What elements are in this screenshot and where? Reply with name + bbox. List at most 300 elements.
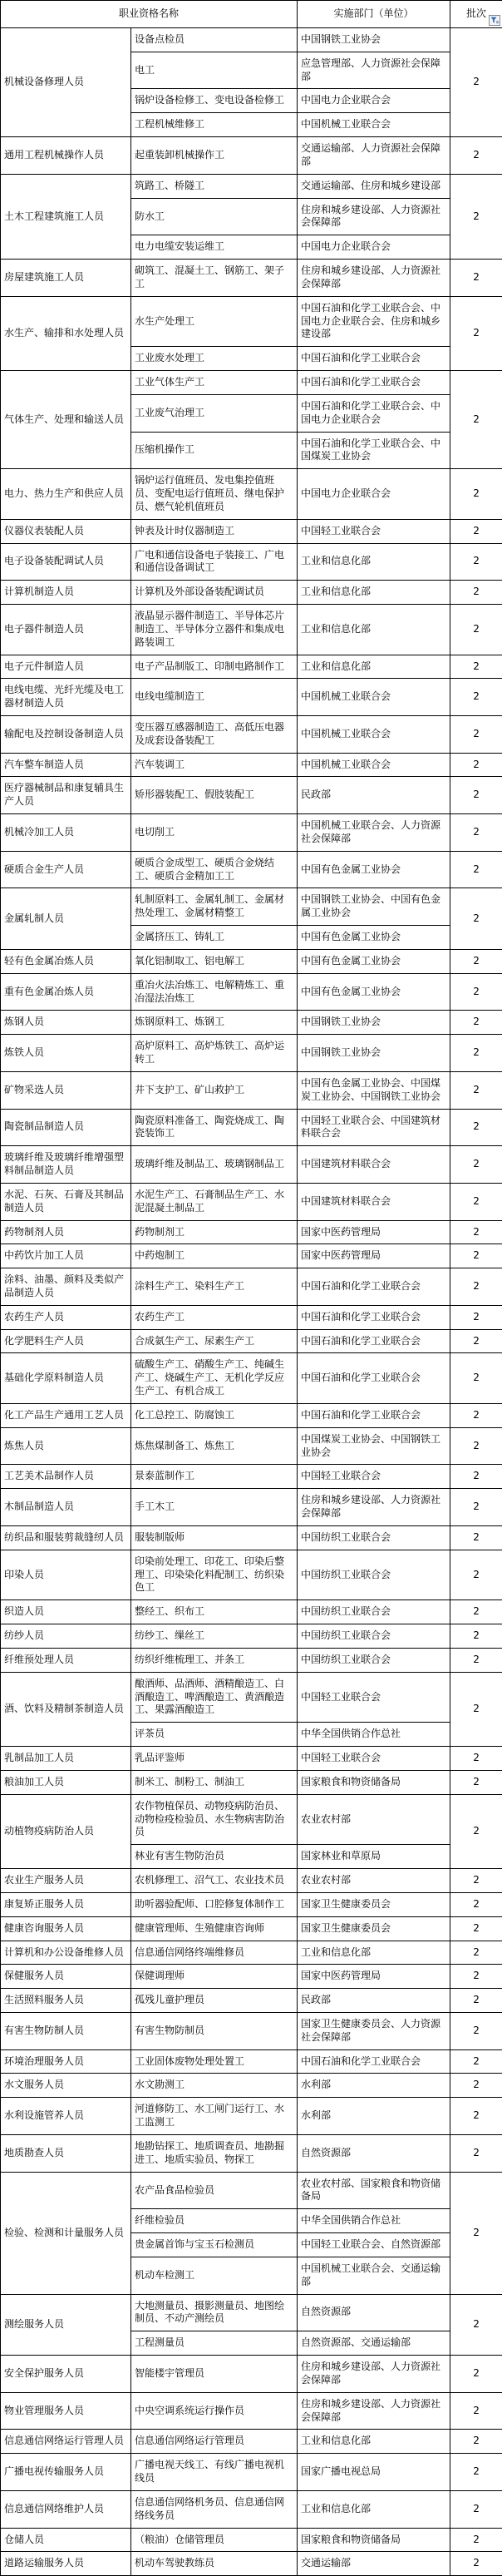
table-row bbox=[1, 2049, 502, 2074]
category-cell: 矿物采选人员 bbox=[1, 1071, 131, 1109]
batch-cell: 2 bbox=[450, 1600, 502, 1624]
department-cell: 国家中医药管理局 bbox=[298, 1244, 450, 1268]
department-cell: 中国有色金属工业协会 bbox=[298, 851, 450, 888]
qualification-cell: 贵金属首饰与宝玉石检测员 bbox=[131, 2233, 298, 2257]
table-row bbox=[1, 1353, 502, 1403]
table-row bbox=[1, 1892, 502, 1916]
table-row bbox=[1, 28, 502, 52]
qualification-cell: 工业气体生产工 bbox=[131, 371, 298, 395]
qualification-cell: 农产品食品检验员 bbox=[131, 2172, 298, 2209]
department-cell: 中国石油和化学工业联合会 bbox=[298, 371, 450, 395]
category-cell: 有害生物防制人员 bbox=[1, 2012, 131, 2049]
batch-cell: 2 bbox=[450, 371, 502, 469]
department-cell: 中国钢铁工业协会 bbox=[298, 1035, 450, 1072]
qualification-cell: 化工总控工、防腐蚀工 bbox=[131, 1403, 298, 1427]
department-cell: 中国轻工业联合会、自然资源部 bbox=[298, 2233, 450, 2257]
category-cell: 玻璃纤维及玻璃纤维增强塑料制品制造人员 bbox=[1, 1146, 131, 1184]
category-cell: 乳制品加工人员 bbox=[1, 1747, 131, 1771]
category-cell: 电子元件制造人员 bbox=[1, 655, 131, 679]
category-cell: 炼焦人员 bbox=[1, 1427, 131, 1465]
department-cell: 中国机械工业联合会、人力资源社会保障部 bbox=[298, 814, 450, 852]
category-cell: 化工产品生产通用工艺人员 bbox=[1, 1403, 131, 1427]
batch-cell: 2 bbox=[450, 679, 502, 716]
category-cell: 金属轧制人员 bbox=[1, 888, 131, 949]
batch-cell: 2 bbox=[450, 1427, 502, 1465]
batch-cell: 2 bbox=[450, 1305, 502, 1329]
qualification-cell: 轧制原料工、金属轧制工、金属材热处理工、金属材精整工 bbox=[131, 888, 298, 926]
header-department-label: 实施部门（单位） bbox=[334, 7, 414, 19]
department-cell: 国家卫生健康委员会 bbox=[298, 1916, 450, 1941]
category-cell: 电子设备装配调试人员 bbox=[1, 543, 131, 581]
qualification-cell: 钟表及计时仪器制造工 bbox=[131, 519, 298, 543]
category-cell: 农药生产人员 bbox=[1, 1305, 131, 1329]
batch-cell: 2 bbox=[450, 469, 502, 519]
category-cell: 计算机制造人员 bbox=[1, 581, 131, 605]
qualification-cell: 中央空调系统运行操作员 bbox=[131, 2392, 298, 2430]
qualification-cell: 硫酸生产工、硝酸生产工、纯碱生产工、烧碱生产工、无机化学反应生产工、有机合成工 bbox=[131, 1353, 298, 1403]
category-cell: 环境治理服务人员 bbox=[1, 2049, 131, 2074]
department-cell: 工业和信息化部 bbox=[298, 655, 450, 679]
qualification-cell: 矫形器装配工、假肢装配工 bbox=[131, 777, 298, 814]
qualification-cell: 起重装卸机械操作工 bbox=[131, 137, 298, 175]
category-cell: 水利设施管养人员 bbox=[1, 2098, 131, 2135]
table-row bbox=[1, 1672, 502, 1722]
table-row bbox=[1, 1648, 502, 1672]
qualification-cell: 纺织纤维梳理工、并条工 bbox=[131, 1648, 298, 1672]
batch-cell: 2 bbox=[450, 715, 502, 753]
batch-cell: 2 bbox=[450, 2430, 502, 2454]
qualification-cell: 乳品评鉴师 bbox=[131, 1747, 298, 1771]
batch-cell: 2 bbox=[450, 1869, 502, 1893]
qualification-cell: 印染前处理工、印花工、印染后整理工、印染染化料配制工、纺织染色工 bbox=[131, 1550, 298, 1599]
qualification-cell: 炼焦煤制备工、炼焦工 bbox=[131, 1427, 298, 1465]
qualification-cell: 水泥生产工、石膏制品生产工、水泥混凝土制品工 bbox=[131, 1183, 298, 1220]
department-cell: 民政部 bbox=[298, 1989, 450, 2013]
batch-cell: 2 bbox=[450, 2172, 502, 2294]
filter-funnel-icon[interactable] bbox=[489, 15, 500, 26]
batch-cell: 2 bbox=[450, 1146, 502, 1184]
department-cell: 中国机械工业联合会 bbox=[298, 679, 450, 716]
qualification-cell: 工业废水处理工 bbox=[131, 347, 298, 371]
batch-cell: 2 bbox=[450, 1648, 502, 1672]
category-cell: 信息通信网络维护人员 bbox=[1, 2490, 131, 2528]
batch-cell: 2 bbox=[450, 851, 502, 888]
department-cell: 中国钢铁工业协会 bbox=[298, 1011, 450, 1035]
category-cell: 房屋建筑施工人员 bbox=[1, 260, 131, 297]
category-cell: 电子器件制造人员 bbox=[1, 605, 131, 655]
batch-cell: 2 bbox=[450, 1071, 502, 1109]
department-cell: 中国纺织工业联合会 bbox=[298, 1525, 450, 1550]
department-cell: 中国钢铁工业协会、中国有色金属工业协会 bbox=[298, 888, 450, 926]
batch-cell: 2 bbox=[450, 888, 502, 949]
batch-cell: 2 bbox=[450, 777, 502, 814]
table-row bbox=[1, 1329, 502, 1353]
batch-cell: 2 bbox=[450, 1989, 502, 2013]
department-cell: 中国石油和化学工业联合会 bbox=[298, 1268, 450, 1306]
qualification-cell: 助听器验配师、口腔修复体制作工 bbox=[131, 1892, 298, 1916]
table-row bbox=[1, 1220, 502, 1244]
department-cell: 交通运输部、人力资源社会保障部 bbox=[298, 137, 450, 175]
qualification-cell: 评茶员 bbox=[131, 1723, 298, 1747]
table-row bbox=[1, 715, 502, 753]
qualification-cell: 工业废气治理工 bbox=[131, 394, 298, 432]
qualification-cell: 水生产处理工 bbox=[131, 296, 298, 346]
qualification-cell: 井下支护工、矿山救护工 bbox=[131, 1071, 298, 1109]
department-cell: 中国纺织工业联合会 bbox=[298, 1550, 450, 1599]
batch-cell: 2 bbox=[450, 2134, 502, 2172]
table-row bbox=[1, 1941, 502, 1965]
batch-cell: 2 bbox=[450, 1941, 502, 1965]
department-cell: 中国有色金属工业协会 bbox=[298, 926, 450, 950]
category-cell: 重有色金属冶炼人员 bbox=[1, 973, 131, 1011]
qualification-cell: 大地测量员、摄影测量员、地图绘制员、不动产测绘员 bbox=[131, 2294, 298, 2331]
department-cell: 国家中医药管理局 bbox=[298, 1220, 450, 1244]
category-cell: 涂料、油墨、颜料及类似产品制造人员 bbox=[1, 1268, 131, 1306]
qualification-cell: 健康管理师、生殖健康咨询师 bbox=[131, 1916, 298, 1941]
table-row bbox=[1, 1794, 502, 1844]
batch-cell: 2 bbox=[450, 2098, 502, 2135]
category-cell: 织造人员 bbox=[1, 1600, 131, 1624]
batch-cell: 2 bbox=[450, 1892, 502, 1916]
qualification-cell: 智能楼宇管理员 bbox=[131, 2356, 298, 2393]
table-row bbox=[1, 1403, 502, 1427]
batch-cell: 2 bbox=[450, 1011, 502, 1035]
batch-cell: 2 bbox=[450, 1035, 502, 1072]
qualification-cell: 电线电缆制造工 bbox=[131, 679, 298, 716]
category-cell: 信息通信网络运行管理人员 bbox=[1, 2430, 131, 2454]
batch-cell: 2 bbox=[450, 2074, 502, 2098]
batch-cell: 2 bbox=[450, 2490, 502, 2528]
table-row bbox=[1, 2074, 502, 2098]
category-cell: 水泥、石灰、石膏及其制品制造人员 bbox=[1, 1183, 131, 1220]
department-cell: 住房和城乡建设部、人力资源社会保障部 bbox=[298, 198, 450, 235]
category-cell: 轻有色金属冶炼人员 bbox=[1, 949, 131, 973]
qualification-cell: 电工 bbox=[131, 52, 298, 89]
department-cell: 中国电力企业联合会 bbox=[298, 89, 450, 113]
table-row bbox=[1, 679, 502, 716]
qualification-cell: 工程测量员 bbox=[131, 2331, 298, 2356]
qualification-cell: 硬质合金成型工、硬质合金烧结工、硬质合金精加工工 bbox=[131, 851, 298, 888]
table-body bbox=[1, 28, 502, 2576]
category-cell: 测绘服务人员 bbox=[1, 2294, 131, 2355]
department-cell: 中国建筑材料联合会 bbox=[298, 1183, 450, 1220]
batch-cell: 2 bbox=[450, 973, 502, 1011]
table-row bbox=[1, 1965, 502, 1989]
table-row bbox=[1, 260, 502, 297]
table-row bbox=[1, 1109, 502, 1146]
category-cell: 土木工程建筑施工人员 bbox=[1, 174, 131, 259]
batch-cell: 2 bbox=[450, 1220, 502, 1244]
table-row bbox=[1, 1550, 502, 1599]
batch-cell: 2 bbox=[450, 1465, 502, 1489]
category-cell: 仪器仪表装配人员 bbox=[1, 519, 131, 543]
table-row bbox=[1, 1465, 502, 1489]
qualification-cell: 液晶显示器件制造工、半导体芯片制造工、半导体分立器件和集成电路装调工 bbox=[131, 605, 298, 655]
table-row bbox=[1, 543, 502, 581]
table-row bbox=[1, 1011, 502, 1035]
department-cell: 中国轻工业联合会 bbox=[298, 1465, 450, 1489]
batch-cell: 2 bbox=[450, 2552, 502, 2576]
qualification-cell: 机动车驾驶教练员 bbox=[131, 2552, 298, 2576]
batch-cell: 2 bbox=[450, 949, 502, 973]
department-cell: 中国轻工业联合会 bbox=[298, 1672, 450, 1722]
department-cell: 水利部 bbox=[298, 2098, 450, 2135]
category-cell: 物业管理服务人员 bbox=[1, 2392, 131, 2430]
department-cell: 中国石油和化学工业联合会 bbox=[298, 347, 450, 371]
department-cell: 中国石油和化学工业联合会、中国电力企业联合会、住房和城乡建设部 bbox=[298, 296, 450, 346]
department-cell: 工业和信息化部 bbox=[298, 605, 450, 655]
category-cell: 汽车整车制造人员 bbox=[1, 753, 131, 777]
category-cell: 药物制剂人员 bbox=[1, 1220, 131, 1244]
category-cell: 生活照料服务人员 bbox=[1, 1989, 131, 2013]
department-cell: 中国钢铁工业协会 bbox=[298, 28, 450, 52]
qualification-cell: 信息通信网络运行管理员 bbox=[131, 2430, 298, 2454]
qualification-cell: 汽车装调工 bbox=[131, 753, 298, 777]
batch-cell: 2 bbox=[450, 1965, 502, 1989]
qualification-cell: 广播电视天线工、有线广播电视机线员 bbox=[131, 2454, 298, 2491]
batch-cell: 2 bbox=[450, 28, 502, 137]
department-cell: 中国轻工业联合会 bbox=[298, 519, 450, 543]
category-cell: 健康咨询服务人员 bbox=[1, 1916, 131, 1941]
category-cell: 粮油加工人员 bbox=[1, 1770, 131, 1794]
department-cell: 中国有色金属工业协会、中国煤炭工业协会、中国钢铁工业协会 bbox=[298, 1071, 450, 1109]
batch-cell: 2 bbox=[450, 605, 502, 655]
table-row bbox=[1, 137, 502, 175]
batch-cell: 2 bbox=[450, 581, 502, 605]
category-cell: 印染人员 bbox=[1, 1550, 131, 1599]
table-row bbox=[1, 519, 502, 543]
batch-cell: 2 bbox=[450, 1916, 502, 1941]
department-cell: 中国轻工业联合会 bbox=[298, 1747, 450, 1771]
qualification-cell: 计算机及外部设备装配调试员 bbox=[131, 581, 298, 605]
table-row bbox=[1, 469, 502, 519]
batch-cell: 2 bbox=[450, 1525, 502, 1550]
department-cell: 国家中医药管理局 bbox=[298, 1965, 450, 1989]
department-cell: 中国机械工业联合会 bbox=[298, 113, 450, 137]
category-cell: 农业生产服务人员 bbox=[1, 1869, 131, 1893]
department-cell: 工业和信息化部 bbox=[298, 2430, 450, 2454]
table-row bbox=[1, 1183, 502, 1220]
table-row bbox=[1, 1146, 502, 1184]
batch-cell: 2 bbox=[450, 814, 502, 852]
qualification-cell: 服装制版师 bbox=[131, 1525, 298, 1550]
table-row bbox=[1, 2012, 502, 2049]
qualification-cell: 涂料生产工、染料生产工 bbox=[131, 1268, 298, 1306]
category-cell: 陶瓷制品制造人员 bbox=[1, 1109, 131, 1146]
header-occupation-label: 职业资格名称 bbox=[119, 7, 179, 19]
qualification-cell: 砌筑工、混凝土工、钢筋工、架子工 bbox=[131, 260, 298, 297]
qualification-cell: 玻璃纤维及制品工、玻璃钢制品工 bbox=[131, 1146, 298, 1184]
department-cell: 中国石油和化学工业联合会 bbox=[298, 1403, 450, 1427]
qualification-cell: 药物制剂工 bbox=[131, 1220, 298, 1244]
batch-cell: 2 bbox=[450, 2356, 502, 2393]
department-cell: 国家粮食和物资储备局 bbox=[298, 1770, 450, 1794]
qualification-cell: 工程机械维修工 bbox=[131, 113, 298, 137]
qualification-cell: 重冶火法冶炼工、电解精炼工、重冶湿法冶炼工 bbox=[131, 973, 298, 1011]
category-cell: 水生产、输排和水处理人员 bbox=[1, 296, 131, 370]
table-row bbox=[1, 1035, 502, 1072]
category-cell: 气体生产、处理和输送人员 bbox=[1, 371, 131, 469]
qualification-cell: 农药生产工 bbox=[131, 1305, 298, 1329]
qualification-cell: 中药炮制工 bbox=[131, 1244, 298, 1268]
department-cell: 中国纺织工业联合会 bbox=[298, 1600, 450, 1624]
batch-cell: 2 bbox=[450, 2528, 502, 2552]
batch-cell: 2 bbox=[450, 1489, 502, 1526]
table-row bbox=[1, 949, 502, 973]
department-cell: 交通运输部 bbox=[298, 2552, 450, 2576]
batch-cell: 2 bbox=[450, 296, 502, 370]
qualification-cell: 农作物植保员、动物疫病防治员、动物检疫检验员、水生物病害防治员 bbox=[131, 1794, 298, 1844]
qualification-cell: 金属挤压工、铸轧工 bbox=[131, 926, 298, 950]
category-cell: 化学肥料生产人员 bbox=[1, 1329, 131, 1353]
table-row bbox=[1, 2430, 502, 2454]
qualification-cell: 整经工、织布工 bbox=[131, 1600, 298, 1624]
batch-cell: 2 bbox=[450, 2049, 502, 2074]
category-cell: 中药饮片加工人员 bbox=[1, 1244, 131, 1268]
category-cell: 通用工程机械操作人员 bbox=[1, 137, 131, 175]
department-cell: 自然资源部、交通运输部 bbox=[298, 2331, 450, 2356]
category-cell: 安全保护服务人员 bbox=[1, 2356, 131, 2393]
qualification-cell: 电力电缆安装运维工 bbox=[131, 235, 298, 260]
table-row bbox=[1, 2356, 502, 2393]
qualification-cell: 设备点检员 bbox=[131, 28, 298, 52]
qualification-cell: 电切削工 bbox=[131, 814, 298, 852]
batch-cell: 2 bbox=[450, 2454, 502, 2491]
category-cell: 纺纱人员 bbox=[1, 1624, 131, 1649]
qualification-cell: 合成氨生产工、尿素生产工 bbox=[131, 1329, 298, 1353]
qualification-cell: 纺纱工、缫丝工 bbox=[131, 1624, 298, 1649]
category-cell: 检验、检测和计量服务人员 bbox=[1, 2172, 131, 2294]
category-cell: 酒、饮料及精制茶制造人员 bbox=[1, 1672, 131, 1746]
table-row bbox=[1, 1525, 502, 1550]
department-cell: 中国石油和化学工业联合会 bbox=[298, 1353, 450, 1403]
batch-cell: 2 bbox=[450, 1794, 502, 1868]
qualification-cell: 电子产品制版工、印制电路制作工 bbox=[131, 655, 298, 679]
table-row bbox=[1, 1770, 502, 1794]
qualification-cell: 景泰蓝制作工 bbox=[131, 1465, 298, 1489]
batch-cell: 2 bbox=[450, 1353, 502, 1403]
category-cell: 道路运输服务人员 bbox=[1, 2552, 131, 2576]
table-row bbox=[1, 753, 502, 777]
category-cell: 地质勘查人员 bbox=[1, 2134, 131, 2172]
qualification-cell: 制米工、制粉工、制油工 bbox=[131, 1770, 298, 1794]
batch-cell: 2 bbox=[450, 174, 502, 259]
department-cell: 国家卫生健康委员会、人力资源社会保障部 bbox=[298, 2012, 450, 2049]
category-cell: 木制品制造人员 bbox=[1, 1489, 131, 1526]
batch-cell: 2 bbox=[450, 1329, 502, 1353]
category-cell: 炼钢人员 bbox=[1, 1011, 131, 1035]
department-cell: 住房和城乡建设部、人力资源社会保障部 bbox=[298, 2392, 450, 2430]
table-row bbox=[1, 1305, 502, 1329]
category-cell: 纤维预处理人员 bbox=[1, 1648, 131, 1672]
batch-cell: 2 bbox=[450, 519, 502, 543]
qualification-cell: 保健调理师 bbox=[131, 1965, 298, 1989]
department-cell: 中国石油和化学工业联合会 bbox=[298, 2049, 450, 2074]
category-cell: 基础化学原料制造人员 bbox=[1, 1353, 131, 1403]
department-cell: 自然资源部 bbox=[298, 2294, 450, 2331]
qualification-cell: 高炉原料工、高炉炼铁工、高炉运转工 bbox=[131, 1035, 298, 1072]
qualification-cell: 信息通信网络终端维修员 bbox=[131, 1941, 298, 1965]
category-cell: 硬质合金生产人员 bbox=[1, 851, 131, 888]
category-cell: 仓储人员 bbox=[1, 2528, 131, 2552]
qualification-cell: 变压器互感器制造工、高低压电器及成套设备装配工 bbox=[131, 715, 298, 753]
department-cell: 工业和信息化部 bbox=[298, 2490, 450, 2528]
table-row bbox=[1, 296, 502, 346]
department-cell: 中国电力企业联合会 bbox=[298, 235, 450, 260]
table-row bbox=[1, 888, 502, 926]
table-row bbox=[1, 1916, 502, 1941]
category-cell: 康复矫正服务人员 bbox=[1, 1892, 131, 1916]
table-row bbox=[1, 2490, 502, 2528]
table-row bbox=[1, 1244, 502, 1268]
batch-cell: 2 bbox=[450, 1244, 502, 1268]
qualification-cell: 压缩机操作工 bbox=[131, 432, 298, 469]
qualification-cell: 水文勘测工 bbox=[131, 2074, 298, 2098]
batch-cell: 2 bbox=[450, 260, 502, 297]
qualification-cell: 林业有害生物防治员 bbox=[131, 1845, 298, 1869]
department-cell: 中国轻工业联合会、中国建筑材料联合会 bbox=[298, 1109, 450, 1146]
qualification-cell: 炼钢原料工、炼钢工 bbox=[131, 1011, 298, 1035]
table-row bbox=[1, 2172, 502, 2209]
batch-cell: 2 bbox=[450, 753, 502, 777]
category-cell: 机械冷加工人员 bbox=[1, 814, 131, 852]
table-row bbox=[1, 2134, 502, 2172]
department-cell: 中国建筑材料联合会 bbox=[298, 1146, 450, 1184]
qualification-cell: 筑路工、桥隧工 bbox=[131, 174, 298, 198]
department-cell: 住房和城乡建设部、人力资源社会保障部 bbox=[298, 2356, 450, 2393]
department-cell: 工业和信息化部 bbox=[298, 1941, 450, 1965]
department-cell: 中国机械工业联合会 bbox=[298, 715, 450, 753]
qualification-cell: 纤维检验员 bbox=[131, 2209, 298, 2233]
batch-cell: 2 bbox=[450, 655, 502, 679]
header-batch-label: 批次 bbox=[466, 7, 486, 19]
table-row bbox=[1, 581, 502, 605]
department-cell: 中国电力企业联合会 bbox=[298, 469, 450, 519]
qualification-cell: 氧化铝制取工、铝电解工 bbox=[131, 949, 298, 973]
batch-cell: 2 bbox=[450, 2012, 502, 2049]
department-cell: 民政部 bbox=[298, 777, 450, 814]
batch-cell: 2 bbox=[450, 1183, 502, 1220]
category-cell: 炼铁人员 bbox=[1, 1035, 131, 1072]
batch-cell: 2 bbox=[450, 1672, 502, 1746]
batch-cell: 2 bbox=[450, 137, 502, 175]
qualification-cell: 锅炉运行值班员、发电集控值班员、变配电运行值班员、继电保护员、燃气轮机值班员 bbox=[131, 469, 298, 519]
department-cell: 国家粮食和物资储备局 bbox=[298, 2528, 450, 2552]
category-cell: 保健服务人员 bbox=[1, 1965, 131, 1989]
batch-cell: 2 bbox=[450, 2392, 502, 2430]
category-cell: 动植物疫病防治人员 bbox=[1, 1794, 131, 1868]
department-cell: 住房和城乡建设部、人力资源社会保障部 bbox=[298, 1489, 450, 1526]
department-cell: 国家林业和草原局 bbox=[298, 1845, 450, 1869]
department-cell: 农业农村部、国家粮食和物资储备局 bbox=[298, 2172, 450, 2209]
department-cell: 中华全国供销合作总社 bbox=[298, 2209, 450, 2233]
header-row bbox=[1, 1, 502, 28]
batch-cell: 2 bbox=[450, 1550, 502, 1599]
qualification-cell: 农机修理工、沼气工、农业技术员 bbox=[131, 1869, 298, 1893]
table-row bbox=[1, 2528, 502, 2552]
category-cell: 电力、热力生产和供应人员 bbox=[1, 469, 131, 519]
qualification-cell: 工业固体废物处理处置工 bbox=[131, 2049, 298, 2074]
qualification-cell: 信息通信网络机务员、信息通信网络线务员 bbox=[131, 2490, 298, 2528]
category-cell: 纺织品和服装剪裁缝纫人员 bbox=[1, 1525, 131, 1550]
department-cell: 中国纺织工业联合会 bbox=[298, 1648, 450, 1672]
department-cell: 中国机械工业联合会、交通运输部 bbox=[298, 2257, 450, 2294]
qualification-cell: 酿酒师、品酒师、酒精酿造工、白酒酿造工、啤酒酿造工、黄酒酿造工、果露酒酿造工 bbox=[131, 1672, 298, 1722]
department-cell: 中国纺织工业联合会 bbox=[298, 1624, 450, 1649]
department-cell: 国家卫生健康委员会 bbox=[298, 1892, 450, 1916]
batch-cell: 2 bbox=[450, 2294, 502, 2355]
category-cell: 机械设备修理人员 bbox=[1, 28, 131, 137]
